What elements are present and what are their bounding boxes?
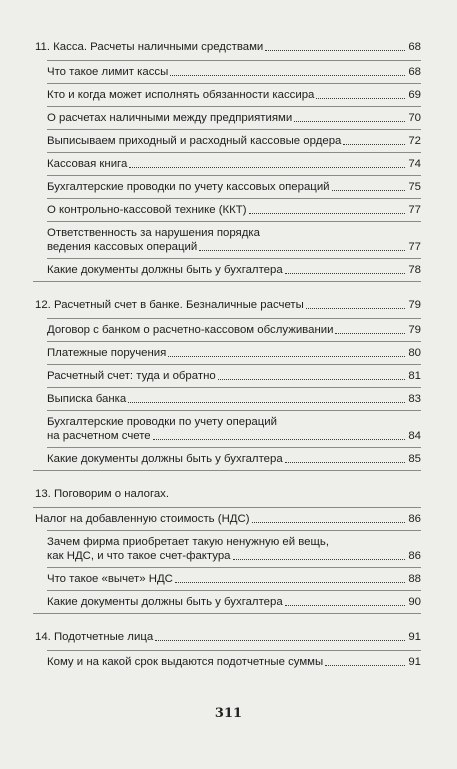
entry-title: Кто и когда может исполнять обязанности кассира	[47, 89, 315, 101]
table-of-contents	[33, 34, 421, 673]
toc-entry	[47, 106, 421, 129]
chapter-title: 13. Поговорим о налогах.	[35, 488, 170, 500]
entry-title: О расчетах наличными между предприятиями	[47, 112, 293, 124]
entry-title: Какие документы должны быть у бухгалтера	[47, 596, 283, 608]
toc-entry	[47, 318, 421, 341]
toc-section	[33, 34, 421, 282]
page-ref: 79	[408, 299, 421, 311]
chapter-entry	[33, 292, 421, 318]
entry-title: О контрольно-кассовой технике (ККТ)	[47, 204, 247, 216]
dot-leader	[265, 50, 405, 51]
entry-row	[47, 572, 421, 586]
entry-title-line1: Зачем фирма приобретает такую ненужную ей вещь,	[47, 536, 329, 548]
chapter-entry	[33, 624, 421, 650]
entry-title: Налог на добавленную стоимость (НДС)	[35, 513, 250, 525]
entry-title: Выписка банка	[47, 393, 127, 405]
entry-title: Платежные поручения	[47, 347, 167, 359]
entry-row	[47, 88, 421, 102]
page-ref: 88	[408, 573, 421, 585]
page-ref: 69	[408, 89, 421, 101]
toc-section	[33, 624, 421, 673]
dot-leader	[252, 522, 405, 523]
entry-row	[47, 392, 421, 406]
entry-row	[47, 263, 421, 277]
toc-entry	[47, 410, 421, 447]
dot-leader	[285, 462, 405, 463]
entry-row	[47, 429, 421, 443]
page-ref: 78	[408, 264, 421, 276]
page-ref: 84	[408, 430, 421, 442]
dot-leader	[325, 665, 405, 666]
toc-entry	[33, 507, 421, 530]
entry-title: Договор с банком о расчетно-кассовом обслуживании	[47, 324, 334, 336]
page-number: 311	[214, 706, 243, 721]
chapter-title: 14. Подотчетные лица	[35, 631, 154, 643]
page-ref: 77	[408, 241, 421, 253]
chapter-entry	[33, 481, 421, 507]
section-gap	[33, 471, 421, 481]
chapter-title: 11. Касса. Расчеты наличными средствами	[35, 41, 264, 53]
page-ref: 91	[408, 631, 421, 643]
page-ref: 85	[408, 453, 421, 465]
entry-row	[47, 180, 421, 194]
entry-title: Какие документы должны быть у бухгалтера	[47, 453, 283, 465]
dot-leader	[199, 250, 405, 251]
page-ref: 86	[408, 550, 421, 562]
toc-entry	[47, 129, 421, 152]
entry-row	[47, 346, 421, 360]
toc-entry	[47, 447, 421, 470]
page-ref: 80	[408, 347, 421, 359]
toc-entry	[47, 650, 421, 673]
page-ref: 81	[408, 370, 421, 382]
toc-entry	[47, 175, 421, 198]
entry-row	[35, 487, 421, 501]
dot-leader	[129, 167, 405, 168]
dot-leader	[343, 144, 405, 145]
entry-title: Выписываем приходный и расходный кассовые ордера	[47, 135, 342, 147]
page-ref: 75	[408, 181, 421, 193]
entry-title: Расчетный счет: туда и обратно	[47, 370, 216, 382]
dot-leader	[285, 605, 405, 606]
toc-entry	[47, 258, 421, 281]
entry-title: Бухгалтерские проводки по учету кассовых операций	[47, 181, 330, 193]
entry-row	[35, 298, 421, 312]
page-ref: 77	[408, 204, 421, 216]
toc-entry	[47, 387, 421, 410]
entry-row	[47, 111, 421, 125]
dot-leader	[155, 640, 405, 641]
dot-leader	[170, 75, 405, 76]
toc-section	[33, 481, 421, 614]
entry-row	[47, 157, 421, 171]
page-ref: 70	[408, 112, 421, 124]
dot-leader	[306, 308, 405, 309]
entry-title-line1: Бухгалтерские проводки по учету операций	[47, 416, 278, 428]
toc-entry	[47, 152, 421, 175]
section-gap	[33, 282, 421, 292]
toc-entry	[47, 221, 421, 258]
entry-title: Какие документы должны быть у бухгалтера	[47, 264, 283, 276]
dot-leader	[168, 356, 405, 357]
entry-title: ведения кассовых операций	[47, 241, 198, 253]
entry-title: Кому и на какой срок выдаются подотчетные суммы	[47, 656, 324, 668]
entry-row	[47, 369, 421, 383]
page-ref: 68	[408, 41, 421, 53]
page-ref: 68	[408, 66, 421, 78]
entry-title: на расчетном счете	[47, 430, 151, 442]
page-ref: 91	[408, 656, 421, 668]
toc-entry	[47, 60, 421, 83]
page-ref: 74	[408, 158, 421, 170]
entry-row	[47, 134, 421, 148]
entry-row	[47, 323, 421, 337]
page-ref: 83	[408, 393, 421, 405]
toc-entry	[47, 198, 421, 221]
toc-entry	[47, 83, 421, 106]
entry-row	[47, 595, 421, 609]
entry-title: Что такое «вычет» НДС	[47, 573, 173, 585]
dot-leader	[218, 379, 405, 380]
chapter-title: 12. Расчетный счет в банке. Безналичные расчеты	[35, 299, 304, 311]
toc-entry	[47, 530, 421, 567]
page-ref: 79	[408, 324, 421, 336]
dot-leader	[233, 559, 405, 560]
entry-row	[47, 203, 421, 217]
entry-title: Что такое лимит кассы	[47, 66, 169, 78]
toc-entry	[47, 590, 421, 613]
dot-leader	[153, 439, 405, 440]
toc-entry	[47, 567, 421, 590]
entry-row	[35, 512, 421, 526]
entry-row	[47, 65, 421, 79]
page-ref: 72	[408, 135, 421, 147]
entry-row	[47, 549, 421, 563]
dot-leader	[128, 402, 405, 403]
entry-title-line1: Ответственность за нарушения порядка	[47, 227, 260, 239]
entry-title: Кассовая книга	[47, 158, 128, 170]
dot-leader	[335, 333, 405, 334]
entry-row	[47, 452, 421, 466]
dot-leader	[332, 190, 405, 191]
dot-leader	[294, 121, 405, 122]
entry-row	[47, 655, 421, 669]
dot-leader	[249, 213, 405, 214]
page-ref: 86	[408, 513, 421, 525]
dot-leader	[316, 98, 405, 99]
page-ref: 90	[408, 596, 421, 608]
toc-entry	[47, 364, 421, 387]
entry-row	[35, 40, 421, 54]
toc-entry	[47, 341, 421, 364]
section-gap	[33, 614, 421, 624]
entry-row	[35, 630, 421, 644]
chapter-entry	[33, 34, 421, 60]
entry-title: как НДС, и что такое счет-фактура	[47, 550, 231, 562]
dot-leader	[285, 273, 405, 274]
entry-row	[47, 240, 421, 254]
toc-section	[33, 292, 421, 471]
dot-leader	[175, 582, 405, 583]
